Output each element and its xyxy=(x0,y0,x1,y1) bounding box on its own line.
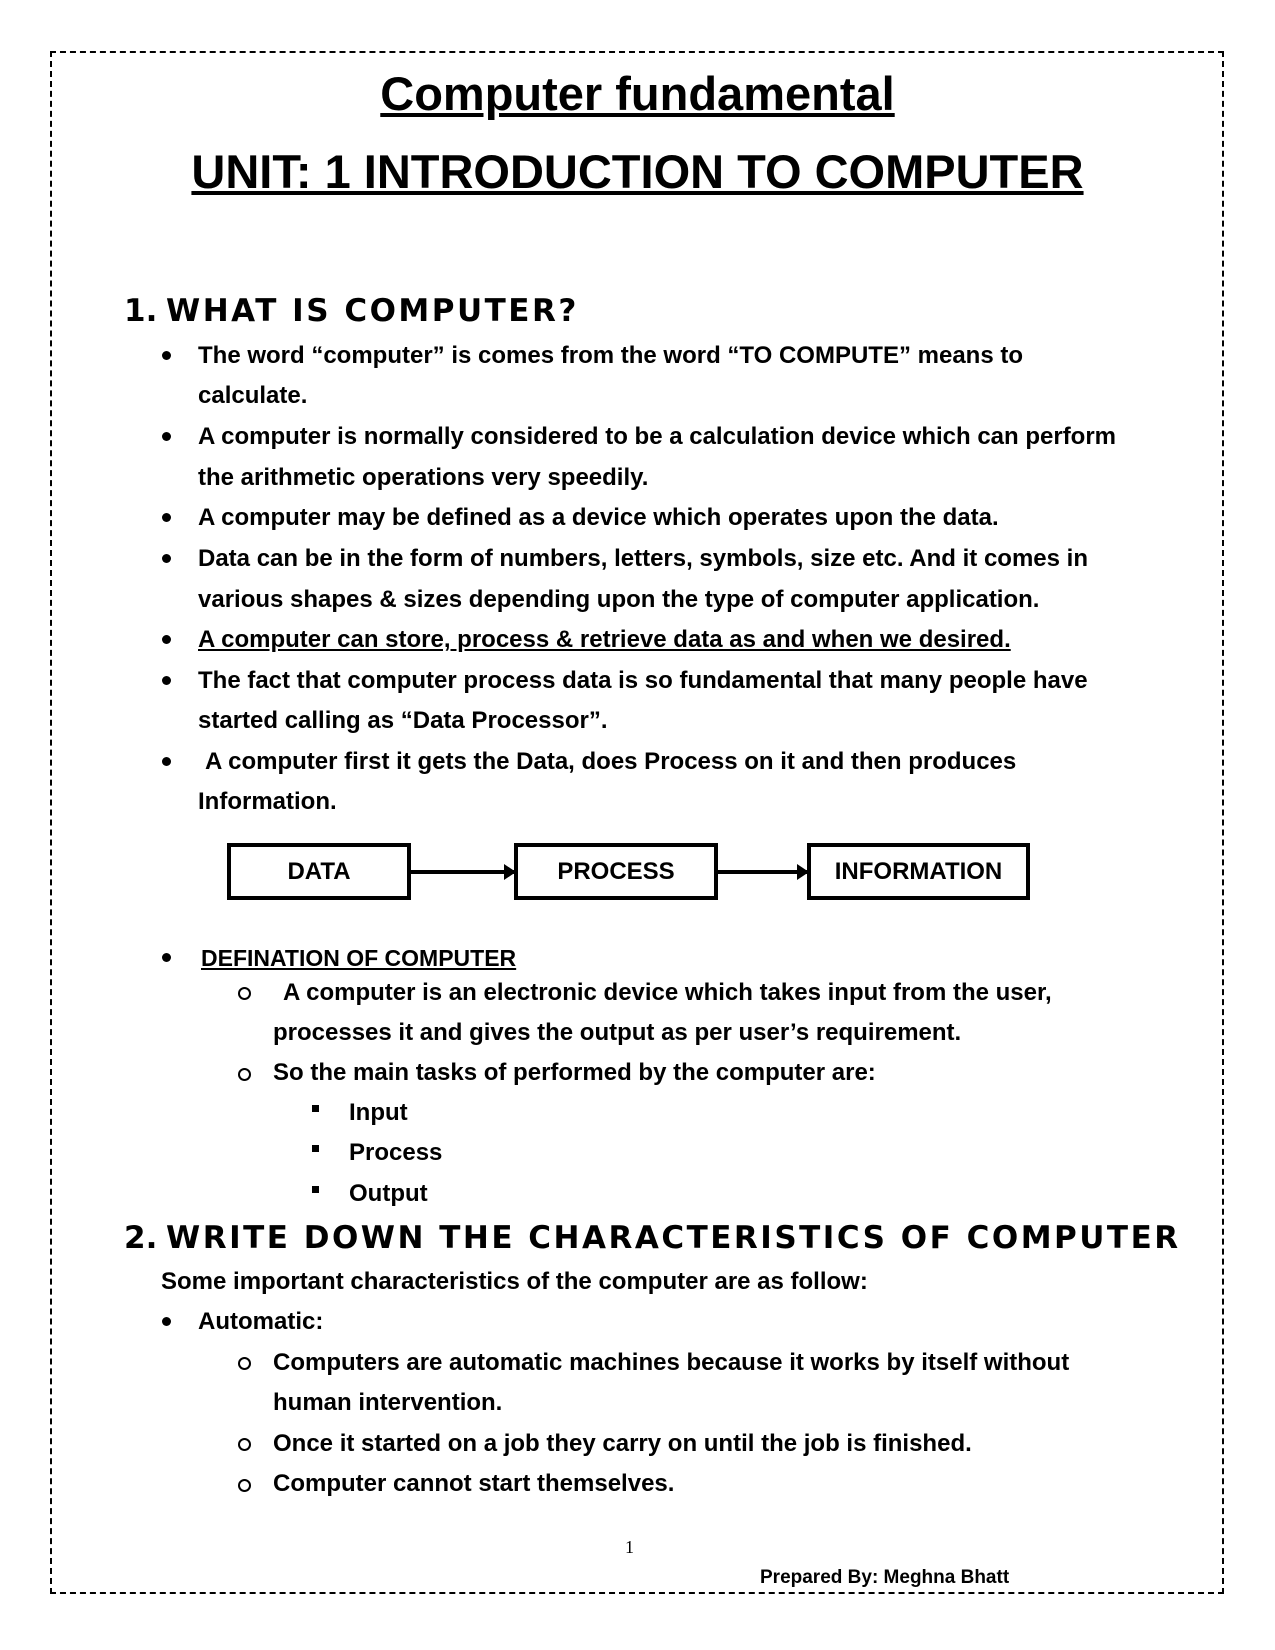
bullet-1-line-1: The word “computer” is comes from the word “TO COMPUTE” means to xyxy=(198,342,1023,369)
automatic-heading: Automatic: xyxy=(198,1308,324,1335)
bullet-icon xyxy=(162,513,171,522)
task-output: Output xyxy=(349,1180,428,1207)
bullet-icon xyxy=(162,953,171,962)
section-2-title: WRITE DOWN THE CHARACTERISTICS OF COMPUTER xyxy=(166,1220,1181,1256)
circle-bullet-icon xyxy=(238,1438,251,1451)
section-2-number: 2. xyxy=(124,1220,158,1256)
bullet-icon xyxy=(162,432,171,441)
square-bullet-icon xyxy=(312,1145,319,1152)
bullet-3-line-1: A computer may be defined as a device which operates upon the data. xyxy=(198,504,999,531)
bullet-icon xyxy=(162,351,171,360)
arrow-right-icon xyxy=(718,870,807,874)
bullet-icon xyxy=(162,757,171,766)
bullet-5-line-1: A computer can store, process & retrieve data as and when we desired. xyxy=(198,626,1011,653)
unit-title: UNIT: 1 INTRODUCTION TO COMPUTER xyxy=(191,145,1084,198)
diagram-box-information: INFORMATION xyxy=(807,843,1030,900)
diagram-box-process: PROCESS xyxy=(514,843,718,900)
section-1-title: WHAT IS COMPUTER? xyxy=(166,293,579,329)
definition-item-1-line-2: processes it and gives the output as per user’s requirement. xyxy=(273,1019,962,1046)
prepared-by: Prepared By: Meghna Bhatt xyxy=(760,1567,1010,1588)
definition-item-1-line-1: A computer is an electronic device which takes input from the user, xyxy=(283,979,1052,1006)
bullet-4-line-2: various shapes & sizes depending upon the type of computer application. xyxy=(198,586,1040,613)
definition-heading: DEFINATION OF COMPUTER xyxy=(201,945,517,971)
task-process: Process xyxy=(349,1139,443,1166)
bullet-2-line-2: the arithmetic operations very speedily. xyxy=(198,464,649,491)
bullet-7-line-2: Information. xyxy=(198,788,337,815)
bullet-4-line-1: Data can be in the form of numbers, letters, symbols, size etc. And it comes in xyxy=(198,545,1088,572)
section-2-intro: Some important characteristics of the computer are as follow: xyxy=(161,1268,868,1295)
definition-item-2-line-1: So the main tasks of performed by the computer are: xyxy=(273,1059,876,1086)
bullet-6-line-2: started calling as “Data Processor”. xyxy=(198,707,608,734)
circle-bullet-icon xyxy=(238,987,251,1000)
circle-bullet-icon xyxy=(238,1068,251,1081)
diagram-box-data: DATA xyxy=(227,843,411,900)
bullet-1-line-2: calculate. xyxy=(198,382,308,409)
arrow-right-icon xyxy=(411,870,514,874)
task-input: Input xyxy=(349,1099,408,1126)
bullet-icon xyxy=(162,1317,171,1326)
bullet-6-line-1: The fact that computer process data is so fundamental that many people have xyxy=(198,667,1088,694)
automatic-item-3-line-1: Computer cannot start themselves. xyxy=(273,1470,675,1497)
section-1-heading xyxy=(124,293,579,329)
document-title: Computer fundamental xyxy=(380,67,895,120)
bullet-7-line-1: A computer first it gets the Data, does Process on it and then produces xyxy=(205,748,1017,775)
bullet-icon xyxy=(162,635,171,644)
section-1-number: 1. xyxy=(124,293,158,329)
bullet-icon xyxy=(162,676,171,685)
section-2-heading xyxy=(124,1220,1181,1256)
automatic-item-2-line-1: Once it started on a job they carry on until the job is finished. xyxy=(273,1430,972,1457)
page-number: 1 xyxy=(625,1537,634,1557)
automatic-item-1-line-1: Computers are automatic machines because it works by itself without xyxy=(273,1349,1070,1376)
bullet-2-line-1: A computer is normally considered to be a calculation device which can perform xyxy=(198,423,1117,450)
bullet-icon xyxy=(162,554,171,563)
square-bullet-icon xyxy=(312,1186,319,1193)
circle-bullet-icon xyxy=(238,1479,251,1492)
square-bullet-icon xyxy=(312,1105,319,1112)
automatic-item-1-line-2: human intervention. xyxy=(273,1389,503,1416)
circle-bullet-icon xyxy=(238,1357,251,1370)
